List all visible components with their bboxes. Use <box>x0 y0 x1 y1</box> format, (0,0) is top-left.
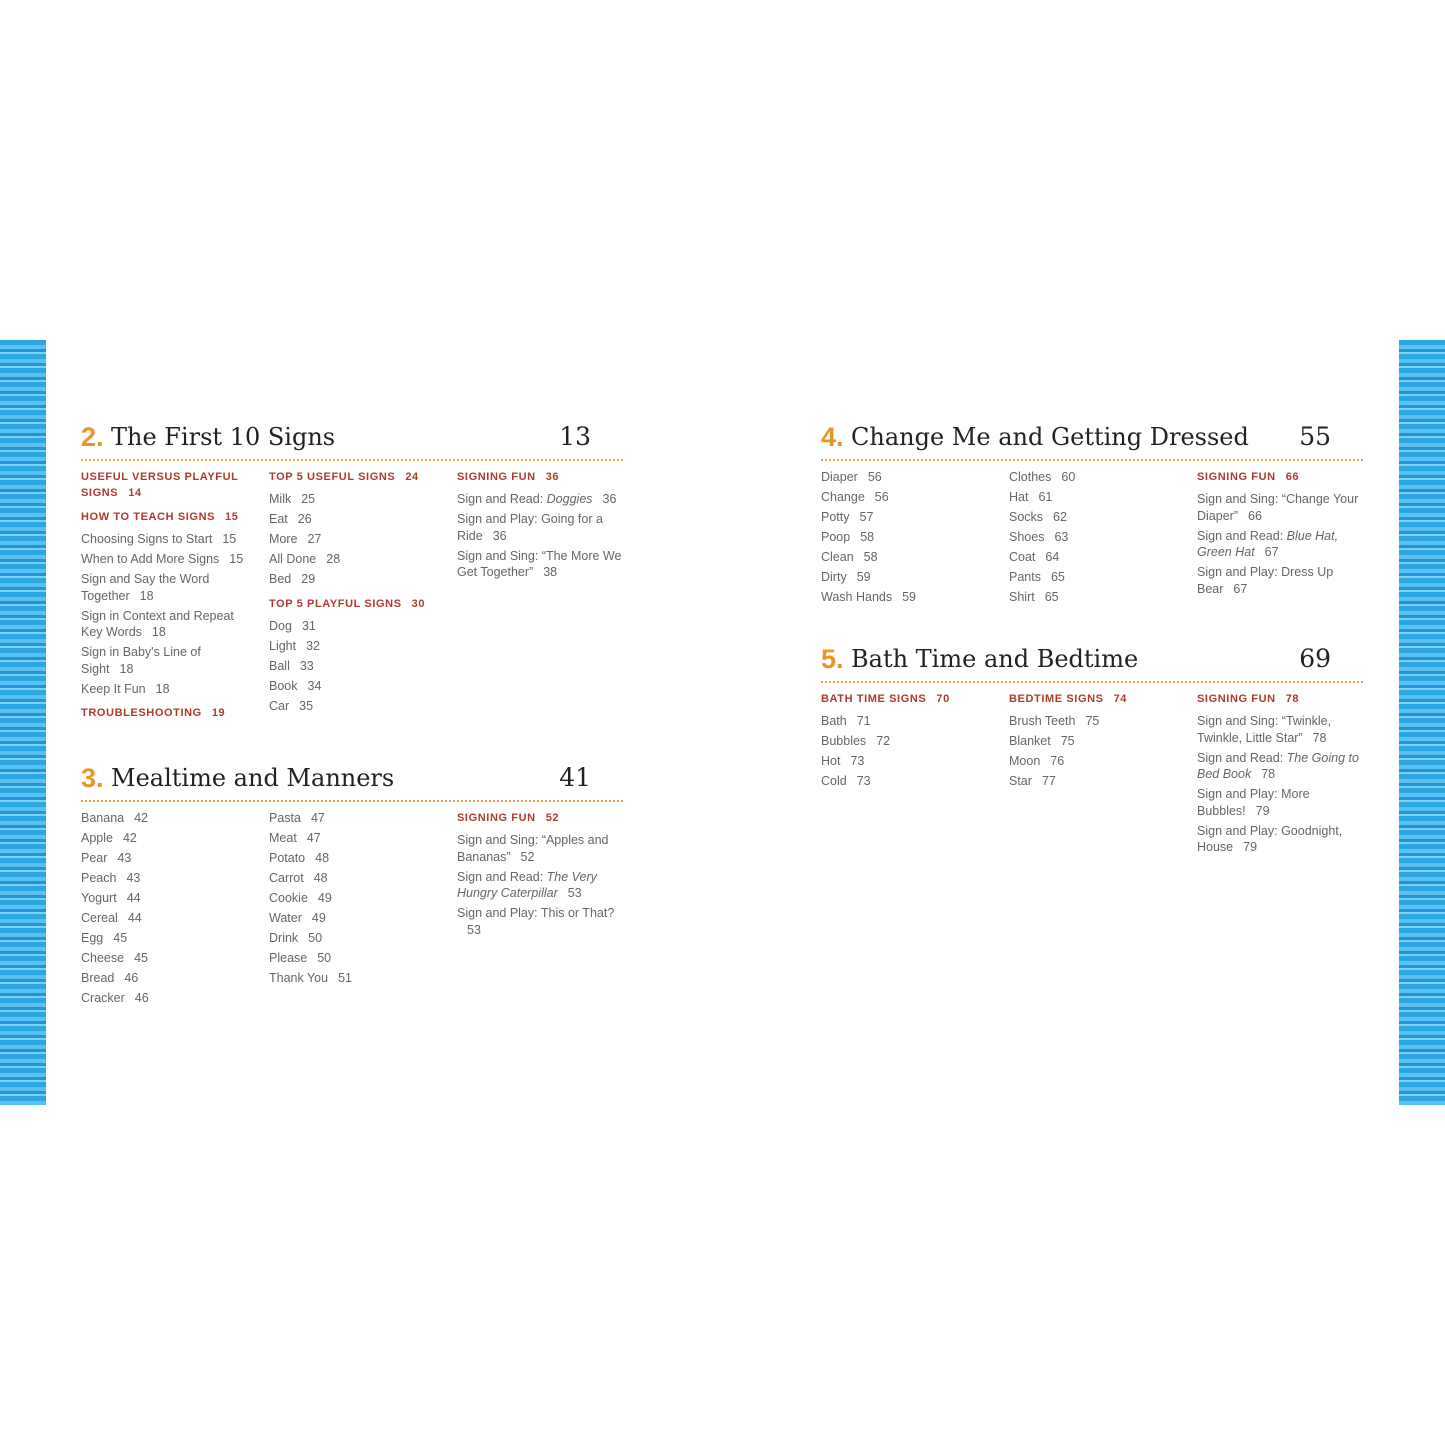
toc-entry <box>821 469 993 486</box>
entry-page-number: 62 <box>1053 510 1067 524</box>
toc-entry <box>269 551 441 568</box>
toc-entry <box>269 950 441 967</box>
entry-page-number: 36 <box>602 492 617 506</box>
toc-entry <box>1009 713 1181 730</box>
entry-page-number: 79 <box>1243 840 1258 854</box>
entry-page-number: 60 <box>1061 470 1076 484</box>
toc-column-1 <box>81 469 253 727</box>
chapter-2 <box>81 419 623 719</box>
entry-text: Dog <box>269 618 292 633</box>
toc-entry <box>269 618 441 635</box>
toc-entry <box>81 830 253 847</box>
entry-page-number: 46 <box>134 991 149 1005</box>
toc-column-3 <box>1197 691 1369 859</box>
toc-entry <box>1009 509 1181 526</box>
entry-page-number: 42 <box>134 811 149 825</box>
toc-column-2 <box>269 810 441 990</box>
chapter-5 <box>821 641 1363 854</box>
entry-text: Socks <box>1009 510 1044 524</box>
toc-entry <box>821 589 993 606</box>
entry-page-number: 74 <box>1113 693 1128 705</box>
entry-page-number: 43 <box>126 871 141 885</box>
toc-entry <box>269 870 441 887</box>
entry-text: Yogurt <box>81 891 117 905</box>
entry-page-number: 32 <box>306 638 321 653</box>
right-decorative-stripe <box>1399 340 1445 1105</box>
toc-column-2 <box>1009 691 1181 793</box>
toc-entry <box>81 608 253 641</box>
toc-section-heading <box>81 469 253 501</box>
entry-page-number: 59 <box>902 590 916 604</box>
entry-book-title: Doggies <box>546 492 593 506</box>
entry-text: Wash Hands <box>821 590 893 604</box>
toc-entry <box>457 832 629 865</box>
entry-page-number: 57 <box>859 510 874 524</box>
entry-text: Star <box>1009 774 1032 788</box>
entry-text: BEDTIME SIGNS <box>1009 693 1104 705</box>
toc-entry <box>1009 773 1181 790</box>
entry-text: Egg <box>81 931 104 945</box>
entry-text: Sign and Play: More Bubbles! <box>1197 787 1310 818</box>
entry-book-title: Blue Hat, Green Hat <box>1197 528 1339 559</box>
entry-text: Light <box>269 638 297 653</box>
entry-text: SIGNING FUN <box>1197 471 1276 483</box>
entry-page-number: 19 <box>211 707 226 719</box>
toc-section-heading <box>269 469 441 485</box>
entry-page-number: 66 <box>1248 508 1262 523</box>
entry-page-number: 15 <box>229 552 244 566</box>
entry-text: Potty <box>821 510 850 524</box>
chapter-number: 3. <box>81 763 104 793</box>
entry-page-number: 28 <box>326 552 341 566</box>
chapter-page-number: 69 <box>1299 644 1331 673</box>
toc-entry <box>1009 469 1181 486</box>
toc-entry <box>269 638 441 655</box>
toc-entry <box>81 910 253 927</box>
entry-text: Cold <box>821 774 847 788</box>
toc-entry <box>1197 528 1369 561</box>
chapter-number: 5. <box>821 644 844 674</box>
entry-page-number: 53 <box>467 922 481 937</box>
entry-text: Milk <box>269 492 292 506</box>
entry-text: SIGNING FUN <box>1197 693 1276 705</box>
entry-page-number: 46 <box>124 971 139 985</box>
entry-page-number: 77 <box>1041 774 1056 788</box>
entry-page-number: 58 <box>860 530 875 544</box>
toc-entry <box>269 890 441 907</box>
toc-entry <box>269 910 441 927</box>
entry-text: Sign and Sing: “Twinkle, Twinkle, Little Star” <box>1197 714 1332 745</box>
entry-text: Sign and Play: Dress Up Bear <box>1197 565 1334 596</box>
toc-entry <box>821 509 993 526</box>
entry-page-number: 36 <box>492 528 507 543</box>
entry-text: Change <box>821 490 865 504</box>
entry-text: Coat <box>1009 550 1036 564</box>
toc-entry <box>457 511 629 544</box>
chapter-header <box>821 641 1363 683</box>
entry-page-number: 71 <box>856 714 871 728</box>
entry-page-number: 45 <box>134 951 148 965</box>
entry-page-number: 18 <box>139 588 154 603</box>
chapter-3 <box>81 760 623 1005</box>
entry-text: Sign and Play: Going for a Ride <box>457 512 603 543</box>
entry-page-number: 56 <box>867 470 882 484</box>
entry-page-number: 38 <box>543 565 558 579</box>
entry-text: Eat <box>269 512 288 526</box>
entry-page-number: 50 <box>308 931 323 945</box>
toc-entry <box>1009 529 1181 546</box>
chapter-header <box>81 419 623 461</box>
toc-entry <box>81 850 253 867</box>
entry-text: Cereal <box>81 911 118 925</box>
chapter-page-number: 41 <box>559 763 591 792</box>
entry-text: Sign and Sing: “Change Your Diaper” <box>1197 492 1359 523</box>
entry-page-number: 30 <box>411 597 426 610</box>
entry-text: TROUBLESHOOTING <box>81 707 202 719</box>
chapter-title: Change Me and Getting Dressed <box>851 423 1249 451</box>
entry-page-number: 70 <box>936 693 950 705</box>
toc-entry <box>821 569 993 586</box>
entry-text: Sign and Read: <box>1197 528 1287 543</box>
entry-page-number: 73 <box>856 774 871 788</box>
entry-text: Apple <box>81 831 113 845</box>
toc-entry <box>457 905 629 938</box>
toc-column-1 <box>821 691 993 793</box>
entry-text: Sign in Context and Repeat Key Words <box>81 608 234 639</box>
toc-entry <box>81 990 253 1007</box>
entry-text: Potato <box>269 851 306 865</box>
chapter-page-number: 55 <box>1299 422 1331 451</box>
toc-entry <box>1009 489 1181 506</box>
entry-text: Cracker <box>81 991 125 1005</box>
toc-entry <box>269 491 441 508</box>
toc-section-heading <box>1009 691 1181 707</box>
entry-text: Sign and Read: <box>457 869 547 884</box>
toc-entry <box>81 890 253 907</box>
toc-entry <box>821 713 993 730</box>
entry-text: Sign in Baby's Line of Sight <box>81 645 201 676</box>
entry-page-number: 24 <box>405 471 419 483</box>
toc-entry <box>269 531 441 548</box>
toc-column-1 <box>81 810 253 1010</box>
entry-text: Poop <box>821 530 851 544</box>
toc-entry <box>1197 713 1369 746</box>
entry-page-number: 76 <box>1050 754 1065 768</box>
entry-text: Book <box>269 678 298 693</box>
entry-text: Sign and Sing: “Apples and Bananas” <box>457 833 609 864</box>
entry-text: Meat <box>269 831 297 845</box>
toc-section-heading <box>457 469 629 485</box>
entry-page-number: 42 <box>122 831 137 845</box>
toc-entry <box>1009 549 1181 566</box>
entry-page-number: 49 <box>317 891 332 905</box>
toc-column-3 <box>457 810 629 942</box>
entry-text: Ball <box>269 658 290 673</box>
toc-entry <box>821 753 993 770</box>
toc-entry <box>269 850 441 867</box>
entry-text: Water <box>269 911 302 925</box>
entry-text: Please <box>269 951 308 965</box>
toc-entry <box>457 869 629 902</box>
toc-entry <box>1197 750 1369 783</box>
entry-text: Dirty <box>821 570 847 584</box>
chapter-title: The First 10 Signs <box>111 423 336 451</box>
entry-text: Cheese <box>81 951 125 965</box>
entry-text: USEFUL VERSUS PLAYFUL SIGNS <box>81 471 239 499</box>
entry-text: Bed <box>269 572 292 586</box>
entry-page-number: 29 <box>301 572 316 586</box>
toc-entry <box>81 551 253 568</box>
entry-page-number: 44 <box>126 891 141 905</box>
entry-page-number: 45 <box>113 931 128 945</box>
entry-page-number: 27 <box>307 532 322 546</box>
entry-page-number: 47 <box>310 811 325 825</box>
entry-page-number: 14 <box>128 487 142 499</box>
toc-entry <box>1009 753 1181 770</box>
entry-text: SIGNING FUN <box>457 471 536 483</box>
entry-page-number: 44 <box>127 911 142 925</box>
entry-text: HOW TO TEACH SIGNS <box>81 511 216 523</box>
toc-column-3 <box>1197 469 1369 601</box>
entry-page-number: 65 <box>1050 570 1065 584</box>
entry-page-number: 48 <box>315 851 330 865</box>
entry-text: Drink <box>269 931 299 945</box>
entry-text: Banana <box>81 811 125 825</box>
entry-text: Clothes <box>1009 470 1052 484</box>
toc-section-heading <box>821 691 993 707</box>
entry-page-number: 65 <box>1044 590 1059 604</box>
entry-page-number: 35 <box>299 698 314 713</box>
toc-entry <box>81 950 253 967</box>
chapter-title: Bath Time and Bedtime <box>851 645 1139 673</box>
entry-text: Pear <box>81 851 108 865</box>
entry-page-number: 34 <box>307 678 322 693</box>
entry-text: Pants <box>1009 570 1041 584</box>
entry-text: Keep It Fun <box>81 681 146 696</box>
entry-page-number: 47 <box>306 831 321 845</box>
entry-page-number: 26 <box>297 512 312 526</box>
entry-text: Carrot <box>269 871 304 885</box>
entry-text: BATH TIME SIGNS <box>821 693 927 705</box>
entry-text: Shoes <box>1009 530 1045 544</box>
entry-page-number: 63 <box>1054 530 1069 544</box>
entry-page-number: 15 <box>225 511 239 523</box>
toc-entry <box>457 548 629 581</box>
entry-page-number: 51 <box>338 971 352 985</box>
entry-text: Car <box>269 698 290 713</box>
entry-text: Sign and Sing: “The More We Get Together” <box>457 548 622 579</box>
entry-page-number: 61 <box>1038 490 1053 504</box>
toc-column-3 <box>457 469 629 584</box>
entry-text: Peach <box>81 871 117 885</box>
toc-entry <box>821 773 993 790</box>
entry-text: Diaper <box>821 470 858 484</box>
entry-page-number: 52 <box>520 849 535 864</box>
entry-text: Sign and Read: <box>457 492 547 506</box>
entry-page-number: 36 <box>545 471 560 483</box>
entry-page-number: 50 <box>317 951 332 965</box>
chapter-page-number: 13 <box>559 422 591 451</box>
toc-entry <box>81 970 253 987</box>
toc-entry <box>457 491 629 508</box>
entry-page-number: 59 <box>856 570 871 584</box>
chapter-4 <box>821 419 1363 604</box>
entry-page-number: 67 <box>1264 545 1279 559</box>
entry-page-number: 49 <box>311 911 326 925</box>
entry-text: More <box>269 532 298 546</box>
entry-page-number: 79 <box>1255 803 1270 818</box>
toc-entry <box>1009 733 1181 750</box>
entry-page-number: 67 <box>1233 581 1248 596</box>
entry-text: Cookie <box>269 891 308 905</box>
entry-text: Sign and Play: This or That? <box>457 906 615 920</box>
entry-text: Moon <box>1009 754 1041 768</box>
entry-page-number: 56 <box>874 490 889 504</box>
toc-section-heading <box>1197 469 1369 485</box>
entry-text: Bread <box>81 971 115 985</box>
toc-entry <box>81 930 253 947</box>
toc-entry <box>81 644 253 677</box>
entry-page-number: 15 <box>222 532 237 546</box>
entry-page-number: 75 <box>1060 734 1075 748</box>
entry-page-number: 31 <box>301 618 316 633</box>
entry-page-number: 75 <box>1085 714 1100 728</box>
entry-text: TOP 5 USEFUL SIGNS <box>269 471 396 483</box>
entry-page-number: 18 <box>155 681 170 696</box>
entry-text: Thank You <box>269 971 329 985</box>
toc-column-1 <box>821 469 993 609</box>
toc-entry <box>1197 786 1369 819</box>
chapter-header <box>821 419 1363 461</box>
entry-page-number: 18 <box>119 661 134 676</box>
toc-entry <box>81 531 253 548</box>
entry-page-number: 58 <box>863 550 878 564</box>
toc-entry <box>1197 491 1369 524</box>
entry-page-number: 25 <box>301 492 316 506</box>
entry-text: Sign and Play: Goodnight, House <box>1197 823 1343 854</box>
entry-page-number: 73 <box>850 754 865 768</box>
toc-entry <box>1009 569 1181 586</box>
entry-page-number: 53 <box>567 886 582 900</box>
entry-text: Shirt <box>1009 590 1035 604</box>
entry-text: Bath <box>821 714 847 728</box>
toc-entry <box>821 733 993 750</box>
entry-book-title: The Going to Bed Book <box>1197 750 1359 781</box>
chapter-header <box>81 760 623 802</box>
entry-page-number: 33 <box>299 658 314 673</box>
toc-section-heading <box>457 810 629 826</box>
toc-entry <box>269 658 441 675</box>
toc-section-heading <box>269 596 441 612</box>
chapter-number: 4. <box>821 422 844 452</box>
entry-page-number: 48 <box>313 871 328 885</box>
entry-page-number: 64 <box>1045 550 1060 564</box>
toc-entry <box>81 870 253 887</box>
entry-text: Clean <box>821 550 854 564</box>
toc-entry <box>269 810 441 827</box>
entry-text: Choosing Signs to Start <box>81 532 213 546</box>
entry-text: Hat <box>1009 490 1029 504</box>
entry-text: TOP 5 PLAYFUL SIGNS <box>269 597 402 610</box>
chapter-title: Mealtime and Manners <box>111 764 395 792</box>
entry-text: Sign and Say the Word Together <box>81 572 210 603</box>
entry-page-number: 78 <box>1312 730 1327 745</box>
entry-book-title: The Very Hungry Caterpillar <box>457 869 597 900</box>
entry-text: Hot <box>821 754 841 768</box>
toc-section-heading <box>81 705 253 721</box>
toc-entry <box>81 810 253 827</box>
entry-text: Pasta <box>269 811 301 825</box>
entry-page-number: 52 <box>545 812 560 824</box>
toc-entry <box>821 489 993 506</box>
toc-entry <box>81 681 253 698</box>
entry-text: Sign and Read: <box>1197 750 1287 765</box>
toc-entry <box>269 970 441 987</box>
entry-page-number: 78 <box>1261 767 1276 781</box>
toc-section-heading <box>81 509 253 525</box>
toc-entry <box>81 571 253 604</box>
toc-entry <box>269 930 441 947</box>
toc-entry <box>269 830 441 847</box>
toc-entry <box>1009 589 1181 606</box>
entry-page-number: 72 <box>876 734 891 748</box>
toc-entry <box>269 511 441 528</box>
toc-section-heading <box>1197 691 1369 707</box>
entry-text: When to Add More Signs <box>81 552 220 566</box>
toc-entry <box>1197 564 1369 597</box>
toc-entry <box>269 571 441 588</box>
entry-page-number: 43 <box>117 851 132 865</box>
toc-entry <box>269 678 441 695</box>
entry-page-number: 66 <box>1285 471 1300 483</box>
entry-text: All Done <box>269 552 317 566</box>
toc-entry <box>269 698 441 715</box>
chapter-number: 2. <box>81 422 104 452</box>
toc-column-2 <box>269 469 441 718</box>
left-decorative-stripe <box>0 340 46 1105</box>
entry-text: Brush Teeth <box>1009 714 1076 728</box>
toc-entry <box>1197 823 1369 856</box>
entry-text: Blanket <box>1009 734 1051 748</box>
toc-entry <box>821 529 993 546</box>
entry-page-number: 18 <box>151 625 166 639</box>
entry-text: Bubbles <box>821 734 867 748</box>
entry-page-number: 78 <box>1285 693 1300 705</box>
toc-entry <box>821 549 993 566</box>
entry-text: SIGNING FUN <box>457 812 536 824</box>
toc-column-2 <box>1009 469 1181 609</box>
